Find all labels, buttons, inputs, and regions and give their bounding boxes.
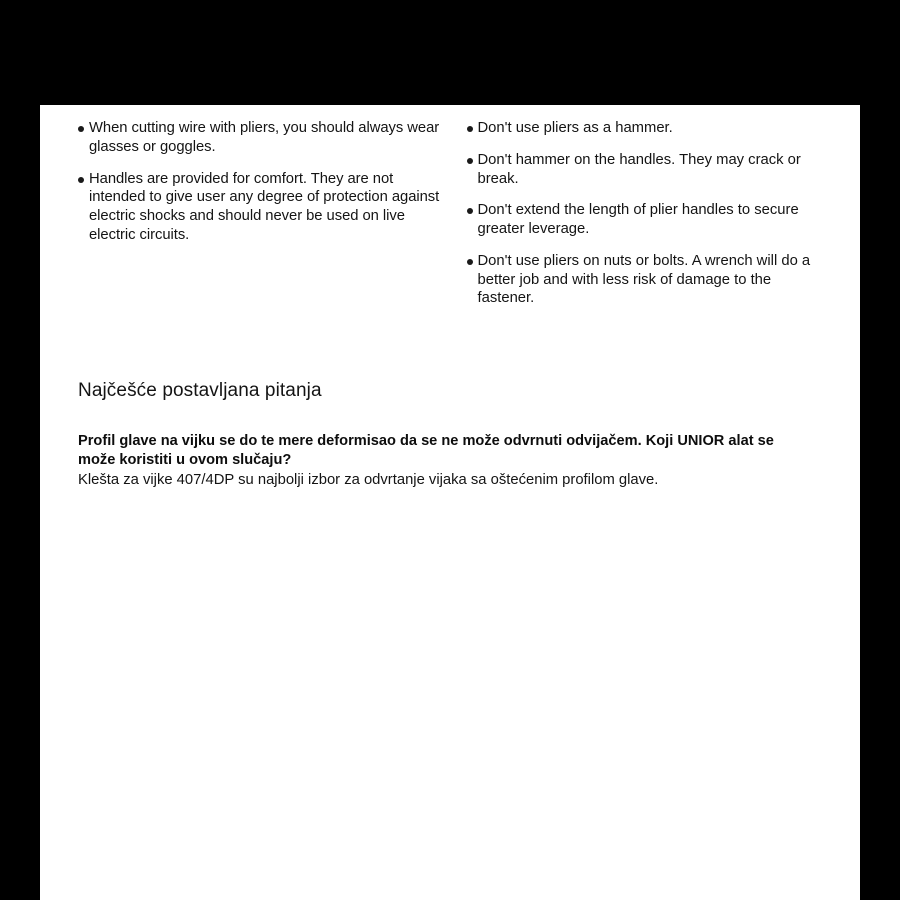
tip-text: Don't extend the length of plier handles to secure greater leverage. (477, 202, 799, 238)
list-item (467, 151, 829, 189)
bullet-dot-icon (78, 126, 84, 132)
tip-text: Don't hammer on the handles. They may crack or break. (477, 151, 801, 187)
bullet-dot-icon (467, 259, 473, 265)
faq-heading: Najčešće postavljana pitanja (78, 380, 322, 402)
list-item (78, 119, 440, 157)
tip-text: Don't use pliers as a hammer. (477, 120, 673, 136)
tips-column-left (78, 119, 440, 321)
document-page (40, 105, 860, 900)
faq-answer: Klešta za vijke 407/4DP su najbolji izbor za odvrtanje vijaka sa oštećenim profilom glave. (78, 472, 659, 489)
faq-item (78, 432, 828, 490)
list-item (78, 170, 440, 245)
list-item (467, 119, 829, 138)
list-item (467, 252, 829, 308)
document-content (78, 119, 828, 490)
tips-columns (78, 119, 828, 321)
tip-text: Don't use pliers on nuts or bolts. A wrench will do a better job and with less risk of damage to the fastener. (477, 252, 811, 307)
bullet-dot-icon (467, 126, 473, 132)
bullet-dot-icon (467, 208, 473, 214)
list-item (467, 201, 829, 239)
bullet-dot-icon (467, 158, 473, 164)
bullet-dot-icon (78, 177, 84, 183)
faq-question: Profil glave na vijku se do te mere deformisao da se ne može odvrnuti odvijačem. Koji UNIOR alat se može koristiti u ovom slučaju? (78, 433, 774, 469)
tips-column-right (467, 119, 829, 321)
tip-text: When cutting wire with pliers, you should always wear glasses or goggles. (89, 120, 440, 155)
tip-text: Handles are provided for comfort. They are not intended to give user any degree of protection against electric shocks and should never be used on live electric circuits. (89, 170, 440, 243)
